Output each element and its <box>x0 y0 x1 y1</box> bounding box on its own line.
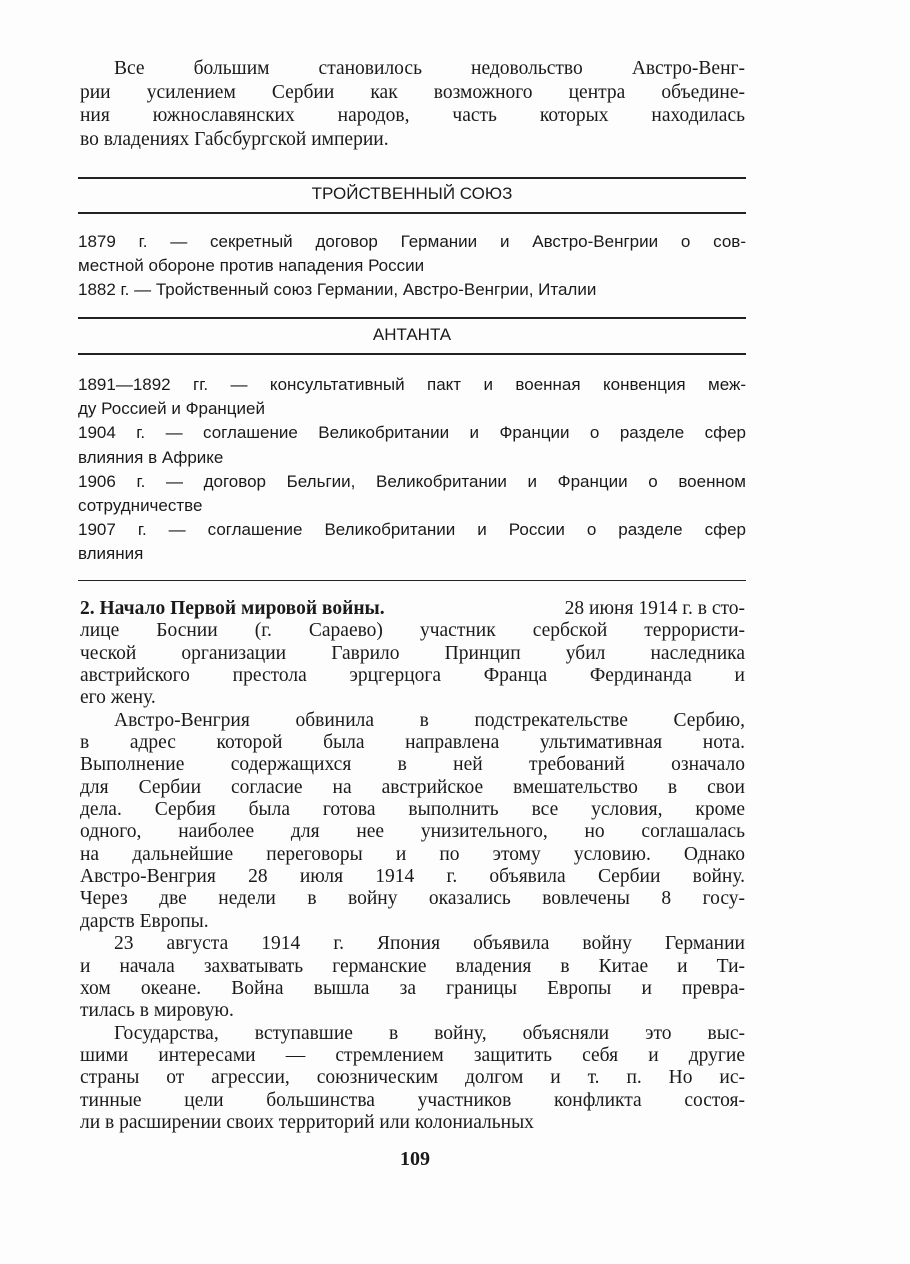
text-line: одного, наиболее для нее унизительного, но соглашалась <box>80 821 745 843</box>
text-line: в адрес которой была направлена ультимативная нота. <box>80 732 745 754</box>
list-item-line: местной обороне против нападения России <box>78 256 425 276</box>
text-line: 23 августа 1914 г. Япония объявила войну Германии <box>114 933 745 955</box>
divider <box>78 353 746 355</box>
divider <box>78 212 746 214</box>
list-item-line: 1904 г. — соглашение Великобритании и Франции о разделе сфер <box>78 423 746 443</box>
text-run: 28 июня 1914 г. в сто- <box>564 598 745 619</box>
text-line: лице Боснии (г. Сараево) участник сербской террористи- <box>80 620 745 642</box>
list-item-line: 1906 г. — договор Бельгии, Великобритании и Франции о военном <box>78 471 746 491</box>
text-line: его жену. <box>80 687 156 709</box>
text-line: Через две недели в войну оказались вовлечены 8 госу- <box>80 888 745 910</box>
text-line: для Сербии согласие на австрийское вмешательство в свои <box>80 776 745 798</box>
text-line: во владениях Габсбургской империи. <box>80 128 389 150</box>
divider <box>78 177 746 179</box>
text-line: тилась в мировую. <box>80 1000 234 1022</box>
triple-alliance-entries <box>78 230 746 303</box>
text-line <box>80 598 745 620</box>
triple-alliance-heading: ТРОЙСТВЕННЫЙ СОЮЗ <box>311 184 513 203</box>
text-line: хом океане. Война вышла за границы Европы и превра- <box>80 977 745 999</box>
text-line: Австро-Венгрия обвинила в подстрекательстве Сербию, <box>114 709 745 731</box>
text-line: рии усилением Сербии как возможного центра объедине- <box>80 81 745 103</box>
text-line: австрийского престола эрцгерцога Франца Фердинанда и <box>80 665 745 687</box>
text-line: ческой организации Гаврило Принцип убил наследника <box>80 642 745 664</box>
list-item-line: 1882 г. — Тройственный союз Германии, Австро-Венгрии, Италии <box>78 280 597 300</box>
text-line: тинные цели большинства участников конфликта состоя- <box>80 1089 745 1111</box>
page-number: 109 <box>400 1148 430 1170</box>
list-item-line: влияния в Африке <box>78 447 224 467</box>
text-line: шими интересами — стремлением защитить себя и другие <box>80 1044 745 1066</box>
text-line: ния южнославянских народов, часть которых находилась <box>80 105 745 126</box>
text-line: Выполнение содержащихся в ней требований означало <box>80 754 745 776</box>
divider <box>78 580 746 581</box>
text-line: Все большим становилось недовольство Австро-Венг- <box>114 58 745 79</box>
text-line: на дальнейшие переговоры и по этому условию. Однако <box>80 843 745 865</box>
intro-paragraph <box>80 57 745 151</box>
list-item-line: сотрудничестве <box>78 496 203 516</box>
text-line: и начала захватывать германские владения в Китае и Ти- <box>80 955 745 977</box>
section-2 <box>80 598 745 1134</box>
text-line: Государства, вступавшие в войну, объясняли это выс- <box>114 1022 745 1044</box>
list-item-line: ду Россией и Францией <box>78 399 265 419</box>
text-line: страны от агрессии, союзническим долгом и т. п. Но ис- <box>80 1067 745 1089</box>
list-item-line: 1879 г. — секретный договор Германии и Австро-Венгрии о сов- <box>78 232 746 251</box>
divider <box>78 317 746 319</box>
text-line: дела. Сербия была готова выполнить все условия, кроме <box>80 799 745 821</box>
list-item-line: влияния <box>78 544 144 564</box>
section-heading: 2. Начало Первой мировой войны. <box>80 598 385 619</box>
text-line: ли в расширении своих территорий или колониальных <box>80 1111 534 1133</box>
list-item-line: 1891—1892 гг. — консультативный пакт и военная конвенция меж- <box>78 375 746 394</box>
entente-heading: АНТАНТА <box>372 325 452 344</box>
text-line: Австро-Венгрия 28 июля 1914 г. объявила Сербии войну. <box>80 866 745 888</box>
text-line: дарств Европы. <box>80 910 209 932</box>
entente-entries <box>78 373 746 567</box>
list-item-line: 1907 г. — соглашение Великобритании и России о разделе сфер <box>78 520 746 540</box>
